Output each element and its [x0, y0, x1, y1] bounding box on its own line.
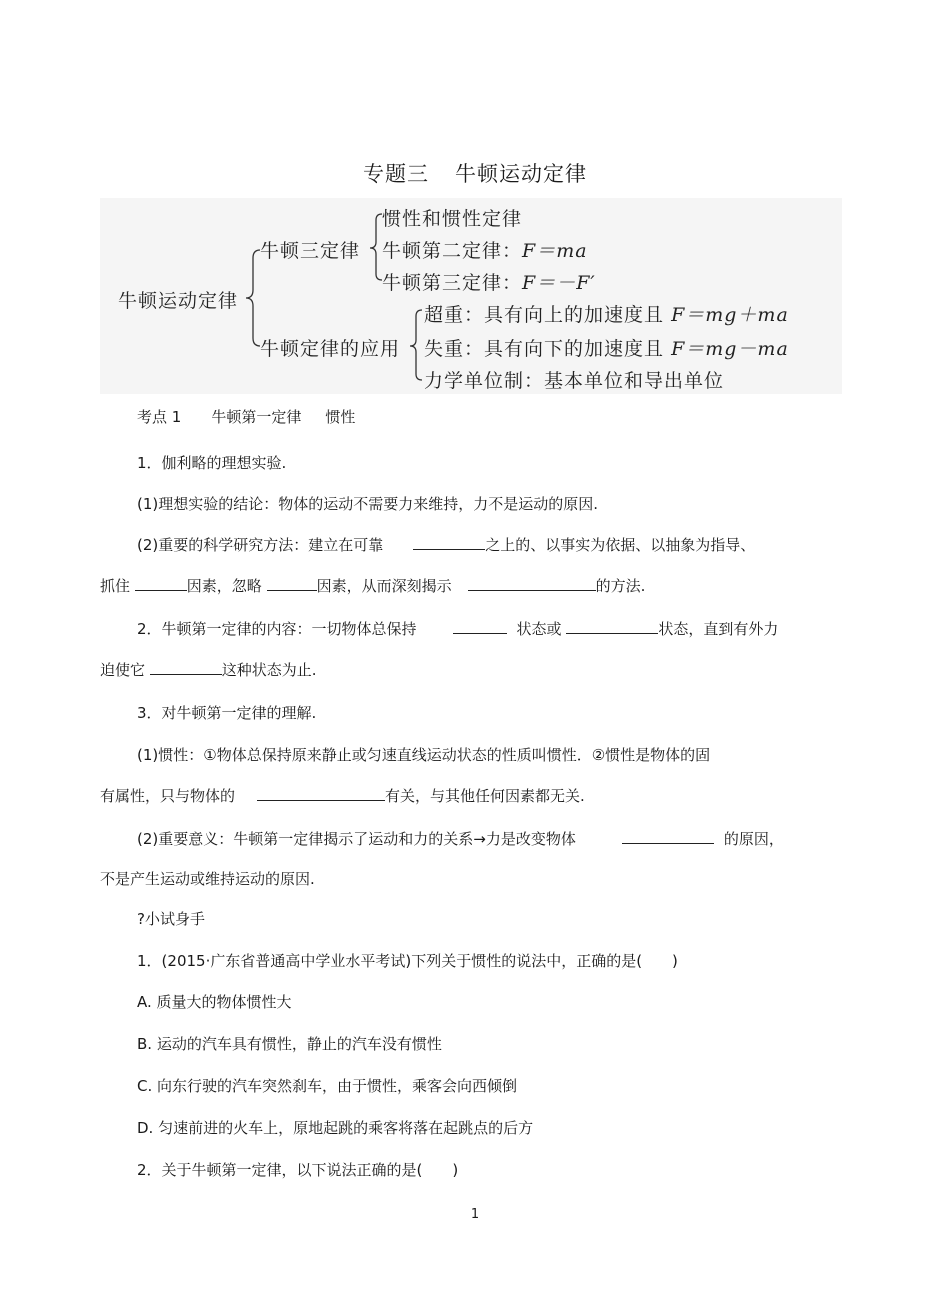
concept-third-law: 牛顿第三定律：F＝－F′	[382, 272, 596, 294]
fill-blank[interactable]	[468, 576, 596, 591]
concept-overweight: 超重：具有向上的加速度且 F＝mg＋ma	[424, 304, 789, 326]
fill-blank[interactable]	[150, 660, 222, 675]
section-heading: 考点 1 牛顿第一定律 惯性	[137, 408, 356, 426]
point-2-line1: 2．牛顿第一定律的内容：一切物体总保持 状态或 状态，直到有外力	[137, 620, 779, 638]
fill-blank[interactable]	[622, 829, 714, 844]
concept-inertia: 惯性和惯性定律	[382, 208, 523, 230]
question-1: 1．(2015·广东省普通高中学业水平考试)下列关于惯性的说法中，正确的是( )	[137, 952, 678, 970]
concept-units: 力学单位制：基本单位和导出单位	[424, 370, 725, 392]
point-3: 3．对牛顿第一定律的理解.	[137, 704, 317, 722]
concept-root: 牛顿运动定律	[118, 290, 239, 312]
question-1-option-c: C. 向东行驶的汽车突然刹车，由于惯性，乘客会向西倾倒	[137, 1077, 518, 1095]
fill-blank[interactable]	[453, 619, 507, 634]
page-title	[0, 158, 950, 188]
formula-second-law: F＝ma	[522, 240, 588, 262]
fill-blank[interactable]	[257, 786, 385, 801]
question-1-option-b: B. 运动的汽车具有惯性，静止的汽车没有惯性	[137, 1035, 442, 1053]
question-1-option-a: A. 质量大的物体惯性大	[137, 993, 292, 1011]
concept-map	[100, 198, 842, 394]
point-1-2-line1: (2)重要的科学研究方法：建立在可靠 之上的、以事实为依据、以抽象为指导、	[137, 536, 756, 554]
point-1: 1．伽利略的理想实验.	[137, 454, 287, 472]
point-2-line2: 迫使它 这种状态为止.	[100, 661, 317, 679]
point-1-1: (1)理想实验的结论：物体的运动不需要力来维持，力不是运动的原因.	[137, 495, 599, 513]
point-3-2-line1: (2)重要意义：牛顿第一定律揭示了运动和力的关系→力是改变物体 的原因，	[137, 830, 784, 848]
formula-overweight: F＝mg＋ma	[671, 304, 789, 326]
concept-branch-laws: 牛顿三定律	[260, 240, 361, 262]
fill-blank[interactable]	[135, 576, 187, 591]
point-3-1-line2: 有属性，只与物体的 有关，与其他任何因素都无关.	[100, 787, 585, 805]
point-3-1-line1: (1)惯性：①物体总保持原来静止或匀速直线运动状态的性质叫惯性．②惯性是物体的固	[137, 746, 711, 764]
concept-second-law: 牛顿第二定律：F＝ma	[382, 240, 588, 262]
page-number: 1	[470, 1207, 480, 1222]
concept-branch-application: 牛顿定律的应用	[260, 338, 401, 360]
fill-blank[interactable]	[267, 576, 317, 591]
point-1-2-line2: 抓住 因素，忽略 因素，从而深刻揭示 的方法.	[100, 577, 646, 595]
title-topic-number: 专题三	[363, 162, 429, 186]
formula-weightless: F＝mg－ma	[671, 338, 789, 360]
concept-weightless: 失重：具有向下的加速度且 F＝mg－ma	[424, 338, 789, 360]
practice-heading: ?小试身手	[137, 910, 205, 928]
fill-blank[interactable]	[566, 619, 658, 634]
question-2: 2．关于牛顿第一定律，以下说法正确的是( )	[137, 1161, 459, 1179]
question-1-option-d: D. 匀速前进的火车上，原地起跳的乘客将落在起跳点的后方	[137, 1119, 534, 1137]
formula-third-law: F＝－F′	[522, 272, 596, 294]
title-topic-name: 牛顿运动定律	[455, 162, 587, 186]
fill-blank[interactable]	[413, 535, 485, 550]
point-3-2-line2: 不是产生运动或维持运动的原因.	[100, 870, 315, 888]
